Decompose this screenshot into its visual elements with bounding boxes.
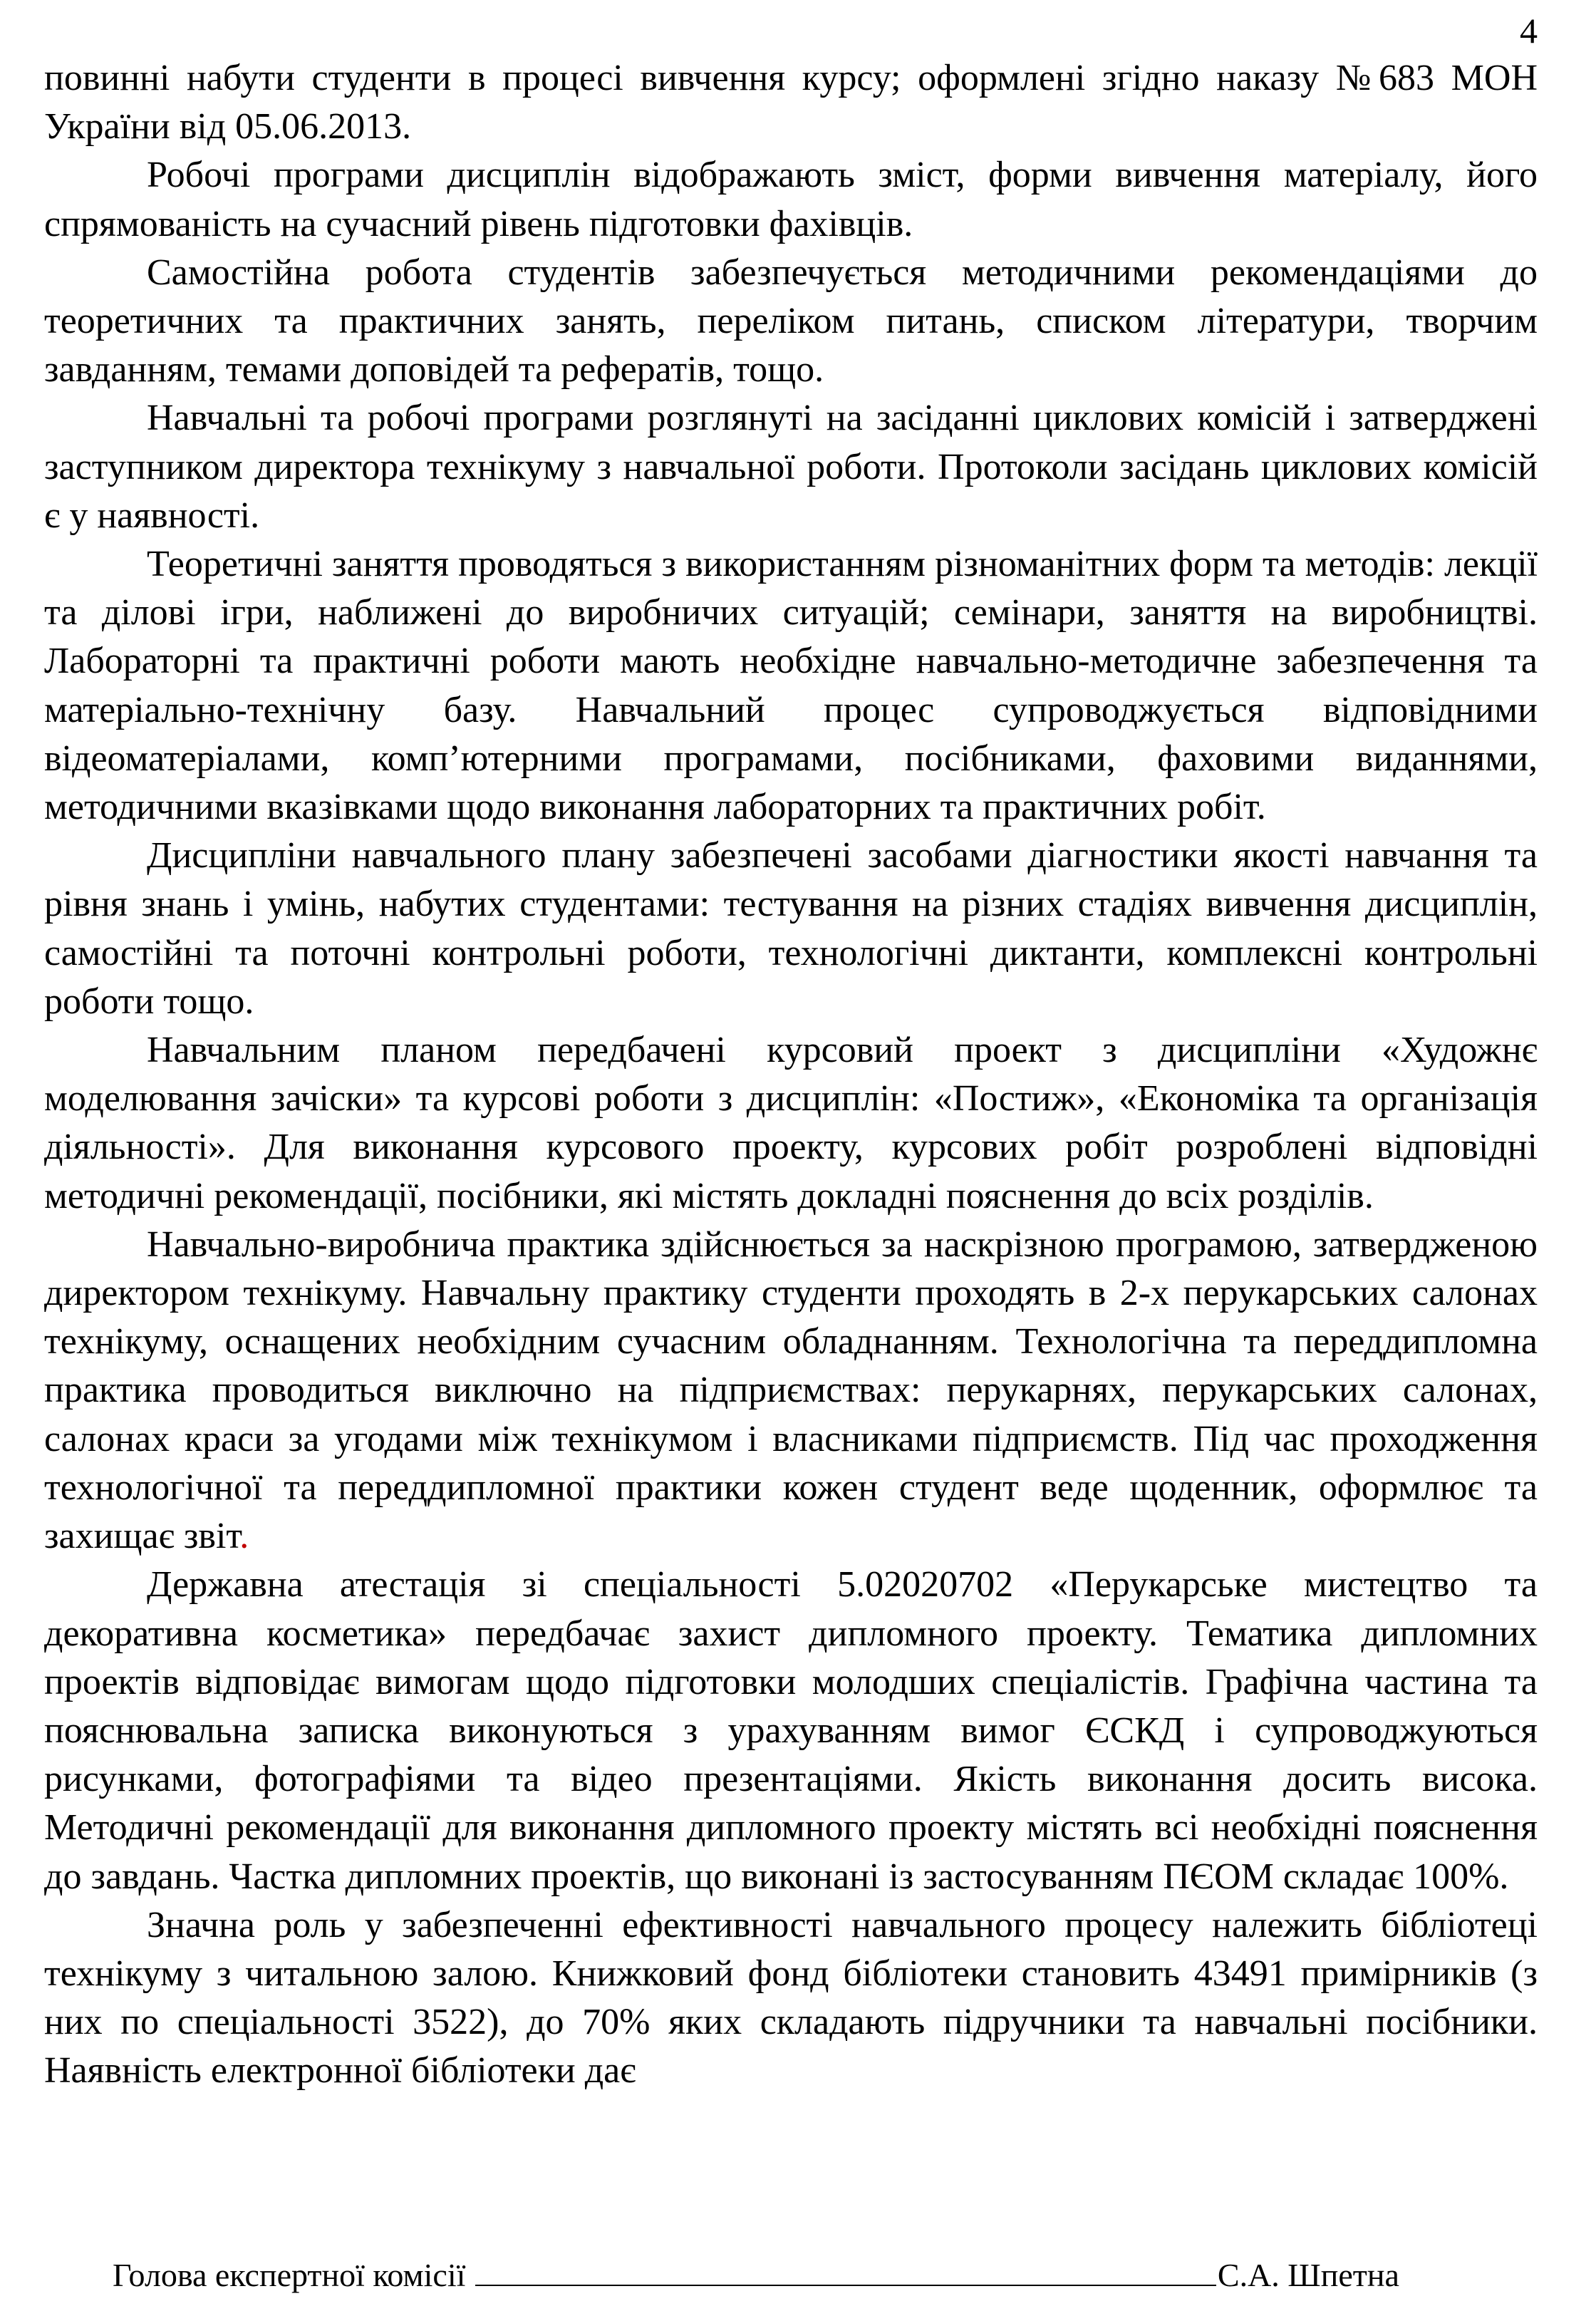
paragraph-2: Робочі програми дисциплін відображають зміст, форми вивчення матеріалу, його спрямованість на сучасний рівень підготовки фахівців. [44, 155, 1538, 244]
paragraph-6: Дисципліни навчального плану забезпечені засобами діагностики якості навчання та рівня знань і умінь, набутих студентами: тестування на різних стадіях вивчення дисциплін, самостійні та поточні контрольні роботи, технологічні диктанти, комплексні контрольні роботи тощо. [44, 835, 1538, 1022]
paragraph-8-text: Навчально-виробнича практика здійснюється за наскрізною програмою, затвердженою директором технікуму. Навчальну практику студенти проходять в 2-х перукарських салонах технікуму, оснащених необхідним сучасним обладнанням. Технологічна та переддипломна практика проводиться виключно на підприємствах: перукарнях, перукарських салонах, салонах краси за угодами між технікумом і власниками підприємств. Під час проходження технологічної та переддипломної практики кожен студент веде щоденник, оформлює та захищає звіт [44, 1224, 1538, 1557]
red-period: . [239, 1516, 249, 1557]
document-body [44, 54, 1538, 2096]
paragraph-5: Теоретичні заняття проводяться з використанням різноманітних форм та методів: лекції та ділові ігри, наближені до виробничих ситуацій; семінари, заняття на виробництві. Лабораторні та практичні роботи мають необхідне навчально-методичне забезпечення та матеріально-технічну базу. Навчальний процес супроводжується відповідними відеоматеріалами, комп’ютерними програмами, посібниками, фаховими виданнями, методичними вказівками щодо виконання лабораторних та практичних робіт. [44, 544, 1538, 828]
paragraph-7: Навчальним планом передбачені курсовий проект з дисципліни «Художнє моделювання зачіски» та курсові роботи з дисциплін: «Постиж», «Економіка та організація діяльності». Для виконання курсового проекту, курсових робіт розроблені відповідні методичні рекомендації, посібники, які містять докладні пояснення до всіх розділів. [44, 1030, 1538, 1216]
signature-footer [113, 2254, 1399, 2297]
paragraph-4: Навчальні та робочі програми розглянуті на засіданні циклових комісій і затверджені заступником директора технікуму з навчальної роботи. Протоколи засідань циклових комісій є у наявності. [44, 398, 1538, 536]
paragraph-8 [44, 1221, 1538, 1561]
paragraph-9: Державна атестація зі спеціальності 5.02020702 «Перукарське мистецтво та декоративна косметика» передбачає захист дипломного проекту. Тематика дипломних проектів відповідає вимогам щодо підготовки молодших спеціалістів. Графічна частина та пояснювальна записка виконуються з урахуванням вимог ЄСКД і супроводжуються рисунками, фотографіями та відео презентаціями. Якість виконання досить висока. Методичні рекомендації для виконання дипломного проекту містять всі необхідні пояснення до завдань. Частка дипломних проектів, що виконані із застосуванням ПЄОМ складає 100%. [44, 1564, 1538, 1897]
footer-name: С.А. Шпетна [1217, 2257, 1399, 2293]
paragraph-10: Значна роль у забезпеченні ефективності навчального процесу належить бібліотеці технікуму з читальною залою. Книжковий фонд бібліотеки становить 43491 примірників (з них по спеціальності 3522), до 70% яких складають підручники та навчальні посібники. Наявність електронної бібліотеки дає [44, 1904, 1538, 2092]
signature-line [475, 2256, 1216, 2286]
footer-role: Голова експертної комісії [113, 2257, 466, 2293]
page-number: 4 [1520, 11, 1538, 51]
paragraph-3: Самостійна робота студентів забезпечується методичними рекомендаціями до теоретичних та практичних занять, переліком питань, списком літератури, творчим завданням, темами доповідей та рефератів, тощо. [44, 252, 1538, 391]
paragraph-1: повинні набути студенти в процесі вивчення курсу; оформлені згідно наказу №683 МОН України від 05.06.2013. [44, 58, 1538, 148]
